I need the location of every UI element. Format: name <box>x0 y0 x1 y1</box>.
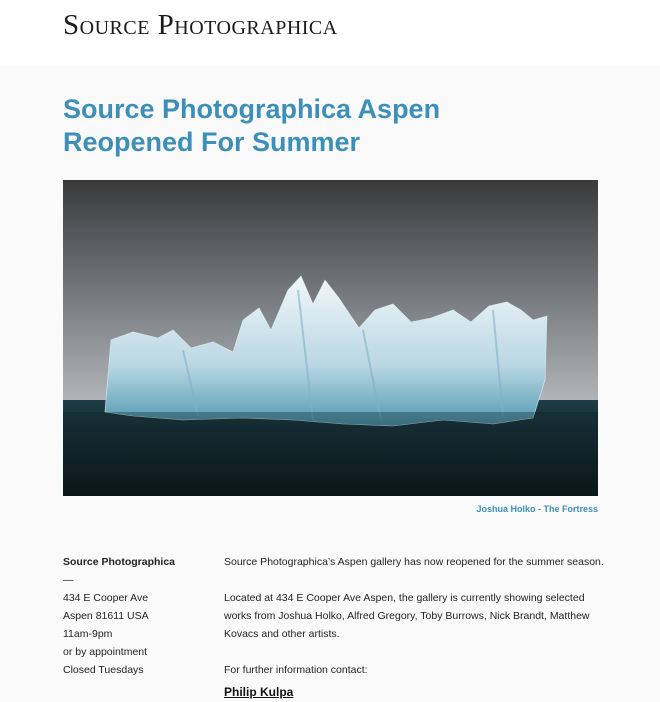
iceberg-photo <box>63 180 598 496</box>
hero-image[interactable] <box>63 180 598 496</box>
contact-name-link[interactable]: Philip Kulpa <box>224 685 294 699</box>
gallery-hours: 11am-9pm <box>63 628 113 640</box>
gallery-info <box>63 553 193 679</box>
gallery-closed-days: Closed Tuesdays <box>63 664 144 676</box>
gallery-appointment: or by appointment <box>63 646 148 658</box>
masthead <box>0 0 660 66</box>
gallery-name: Source Photographica <box>63 556 176 568</box>
image-caption: Joshua Holko - The Fortress <box>476 504 598 514</box>
gallery-address-line1: 434 E Cooper Ave <box>63 592 149 604</box>
body-paragraph: Located at 434 E Cooper Ave Aspen, the gallery is currently showing selected works from Joshua Holko, Alfred Gregory, Toby Burrows, Nick Brandt, Matthew Kovacs and other artists. <box>224 592 590 640</box>
body-paragraph: For further information contact: <box>224 664 368 676</box>
newsletter-content <box>0 66 660 700</box>
article-body <box>224 553 604 702</box>
info-dash: — <box>63 574 74 586</box>
body-paragraph: Source Photographica’s Aspen gallery has now reopened for the summer season. <box>224 556 604 568</box>
article-headline: Source Photographica Aspen Reopened For Summer <box>63 94 441 157</box>
gallery-address-line2: Aspen 81611 USA <box>63 610 149 622</box>
site-logo[interactable]: Source Photographica <box>63 9 338 41</box>
